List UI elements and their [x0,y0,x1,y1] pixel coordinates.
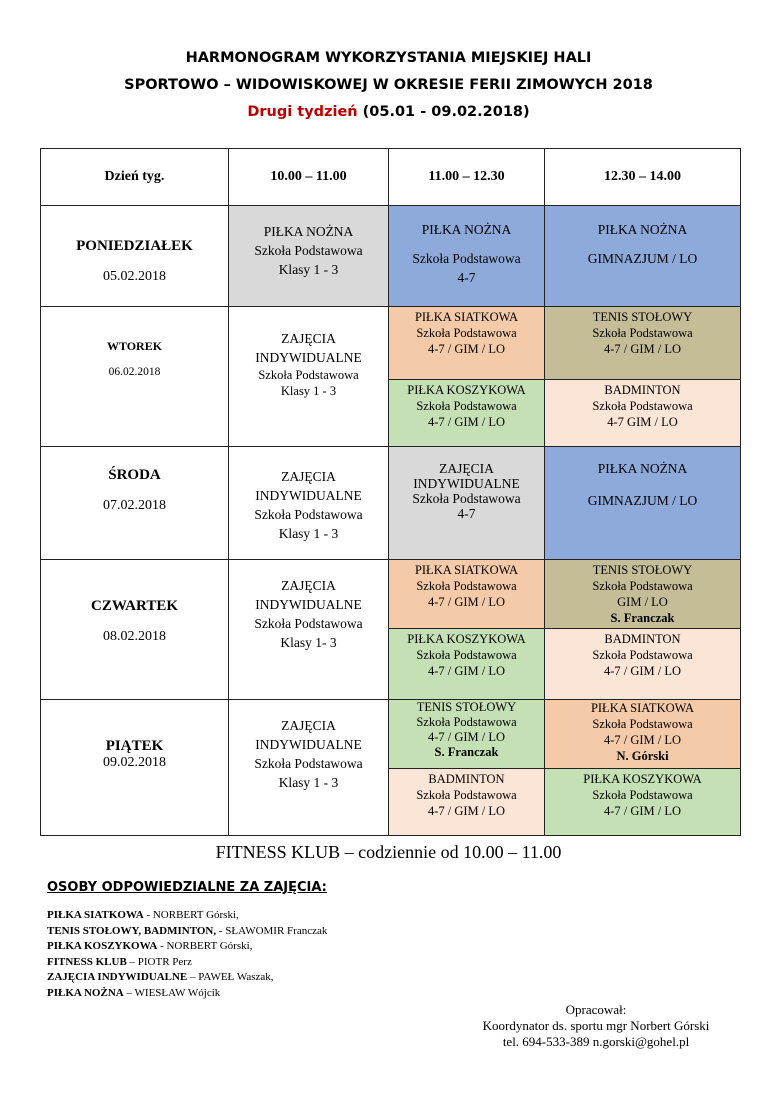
coordinator: Koordynator ds. sportu mgr Norbert Górski [482,1018,710,1033]
classes: Klasy 1 - 3 [278,262,339,278]
responsible-item [47,986,327,1002]
group: Szkoła Podstawowa [254,243,363,259]
activity: PIŁKA NOŻNA [421,222,512,238]
fri-slot-3a [545,699,741,768]
group: Szkoła Podstawowa [412,490,521,506]
activity: PIŁKA KOSZYKOWA [583,771,702,786]
row-wednesday [41,446,741,559]
day-tuesday [41,307,229,446]
row-monday [41,206,741,307]
group: Szkoła Podstawowa [416,326,517,341]
group: Szkoła Podstawowa [258,368,359,383]
tue-slot-3a [545,307,741,379]
activity: TENIS STOŁOWY [416,699,517,714]
tue-slot-2a [389,307,545,379]
mon-slot-3 [545,206,741,307]
classes: 4-7 / GIM / LO [427,664,506,679]
activity: PIŁKA SIATKOWA [414,310,519,325]
group: Szkoła Podstawowa [592,787,693,802]
responsible-item [47,955,327,971]
activity: PIŁKA NOŻNA [47,986,124,999]
wed-slot-2 [389,446,545,559]
group: Szkoła Podstawowa [592,326,693,341]
classes: GIM / LO [617,595,668,610]
activity: PIŁKA SIATKOWA [47,909,144,921]
thu-slot-2b [389,629,545,699]
group: Szkoła Podstawowa [416,787,517,802]
thu-slot-3b [545,629,741,699]
classes: Klasy 1- 3 [280,635,337,651]
week-line [0,104,777,120]
week-label: Drugi tydzień [247,104,358,120]
wed-slot-1 [229,446,389,559]
tue-slot-1 [229,307,389,446]
tue-slot-3b [545,379,741,446]
classes: Klasy 1 - 3 [278,774,339,790]
mon-slot-2 [389,206,545,307]
day-name: ŚRODA [108,466,161,483]
day-name: WTOREK [106,339,163,354]
day-monday [41,206,229,307]
row-tuesday-a [41,307,741,379]
group: Szkoła Podstawowa [592,579,693,594]
classes: Klasy 1 - 3 [280,384,337,399]
header-slot-1: 10.00 – 11.00 [229,149,389,206]
classes: 4-7 [457,505,476,521]
group: Szkoła Podstawowa [254,755,363,771]
activity: INDYWIDUALNE [413,475,520,491]
activity: BADMINTON [428,771,505,786]
thu-slot-1 [229,560,389,699]
activity: ZAJĘCIA [281,331,336,347]
classes: Klasy 1 - 3 [278,525,339,541]
activity: INDYWIDUALNE [255,487,362,503]
group: Szkoła Podstawowa [416,398,517,413]
responsible-list [47,908,327,1001]
group: Szkoła Podstawowa [412,251,521,267]
prepared-by: Opracował: [565,1002,627,1017]
header-row [41,149,741,206]
title-line-2: SPORTOWO – WIDOWISKOWEJ W OKRESIE FERII ZIMOWYCH 2018 [124,77,653,93]
group: GIMNAZJUM / LO [587,492,698,508]
tue-slot-2b [389,379,545,446]
header-slot-2: 11.00 – 12.30 [389,149,545,206]
activity: PIŁKA KOSZYKOWA [47,940,158,952]
activity: PIŁKA KOSZYKOWA [407,382,526,397]
classes: 4-7 / GIM / LO [427,595,506,610]
activity: INDYWIDUALNE [255,597,362,613]
instructor: N. Górski [616,748,669,763]
responsible-item [47,939,327,955]
day-date: 09.02.2018 [103,754,166,770]
fri-slot-1 [229,699,389,835]
group: Szkoła Podstawowa [592,716,693,731]
person: – PAWEŁ Waszak, [187,971,274,983]
day-name: CZWARTEK [91,598,178,615]
classes: 4-7 / GIM / LO [427,803,506,818]
day-name: PONIEDZIAŁEK [76,238,193,255]
classes: 4-7 / GIM / LO [603,732,682,747]
person: - SŁAWOMIR Franczak [216,924,328,937]
activity: TENIS STOŁOWY [592,310,693,325]
activity: ZAJĘCIA [281,468,336,484]
responsible-title: OSOBY ODPOWIEDZIALNE ZA ZAJĘCIA: [47,880,327,895]
header-day: Dzień tyg. [41,149,229,206]
day-wednesday [41,446,229,559]
group: Szkoła Podstawowa [592,398,693,413]
activity: PIŁKA SIATKOWA [590,700,695,715]
instructor: S. Franczak [610,611,675,626]
classes: 4-7 / GIM / LO [427,729,506,744]
day-date: 08.02.2018 [103,629,166,645]
group: Szkoła Podstawowa [254,506,363,522]
activity: TENIS STOŁOWY, BADMINTON, [47,924,217,937]
group: Szkoła Podstawowa [416,579,517,594]
activity: PIŁKA NOŻNA [263,224,354,240]
fri-slot-2a [389,699,545,768]
mon-slot-1 [229,206,389,307]
thu-slot-2a [389,560,545,629]
title-line-1: HARMONOGRAM WYKORZYSTANIA MIEJSKIEJ HALI [185,50,592,66]
row-thursday-a [41,560,741,629]
person: – WIESŁAW Wójcik [123,986,221,999]
activity: INDYWIDUALNE [255,736,362,752]
activity: ZAJĘCIA [281,578,336,594]
day-friday [41,699,229,835]
classes: 4-7 GIM / LO [607,414,678,429]
header-slot-3: 12.30 – 14.00 [545,149,741,206]
activity: BADMINTON [604,382,681,397]
thu-slot-3a [545,560,741,629]
activity: TENIS STOŁOWY [592,563,693,578]
person: – PIOTR Perz [126,955,192,968]
wed-slot-3 [545,446,741,559]
group: Szkoła Podstawowa [416,648,517,663]
day-date: 07.02.2018 [103,497,166,513]
classes: 4-7 / GIM / LO [427,342,506,357]
activity: ZAJĘCIA [439,460,494,476]
group: GIMNAZJUM / LO [587,251,698,267]
activity: ZAJĘCIA INDYWIDUALNE [47,971,188,983]
group: Szkoła Podstawowa [416,714,517,729]
day-thursday [41,560,229,699]
activity: INDYWIDUALNE [255,350,362,366]
day-date: 06.02.2018 [108,366,161,379]
person: - NORBERT Górski, [143,909,239,921]
classes: 4-7 / GIM / LO [603,803,682,818]
responsible-item [47,908,327,924]
activity: ZAJĘCIA [281,717,336,733]
responsible-item [47,970,327,986]
classes: 4-7 [457,270,476,286]
responsible-item [47,924,327,940]
week-range: (05.01 - 09.02.2018) [357,104,530,120]
day-date: 05.02.2018 [103,269,166,285]
day-name: PIĄTEK [105,737,164,754]
activity: PIŁKA NOŻNA [597,460,688,476]
fri-slot-2b [389,768,545,835]
activity: PIŁKA SIATKOWA [414,563,519,578]
fitness-note: FITNESS KLUB – codziennie od 10.00 – 11.00 [215,842,562,862]
classes: 4-7 / GIM / LO [603,664,682,679]
person: - NORBERT Górski, [157,940,253,952]
signature-block [396,1002,777,1050]
classes: 4-7 / GIM / LO [603,342,682,357]
group: Szkoła Podstawowa [254,616,363,632]
contact: tel. 694-533-389 n.gorski@gohel.pl [502,1034,690,1049]
row-friday-a [41,699,741,768]
instructor: S. Franczak [434,744,499,759]
classes: 4-7 / GIM / LO [427,414,506,429]
activity: PIŁKA NOŻNA [597,222,688,238]
activity: BADMINTON [604,632,681,647]
activity: PIŁKA KOSZYKOWA [407,632,526,647]
group: Szkoła Podstawowa [592,648,693,663]
fri-slot-3b [545,768,741,835]
activity: FITNESS KLUB [47,955,127,968]
schedule-table [40,148,741,836]
